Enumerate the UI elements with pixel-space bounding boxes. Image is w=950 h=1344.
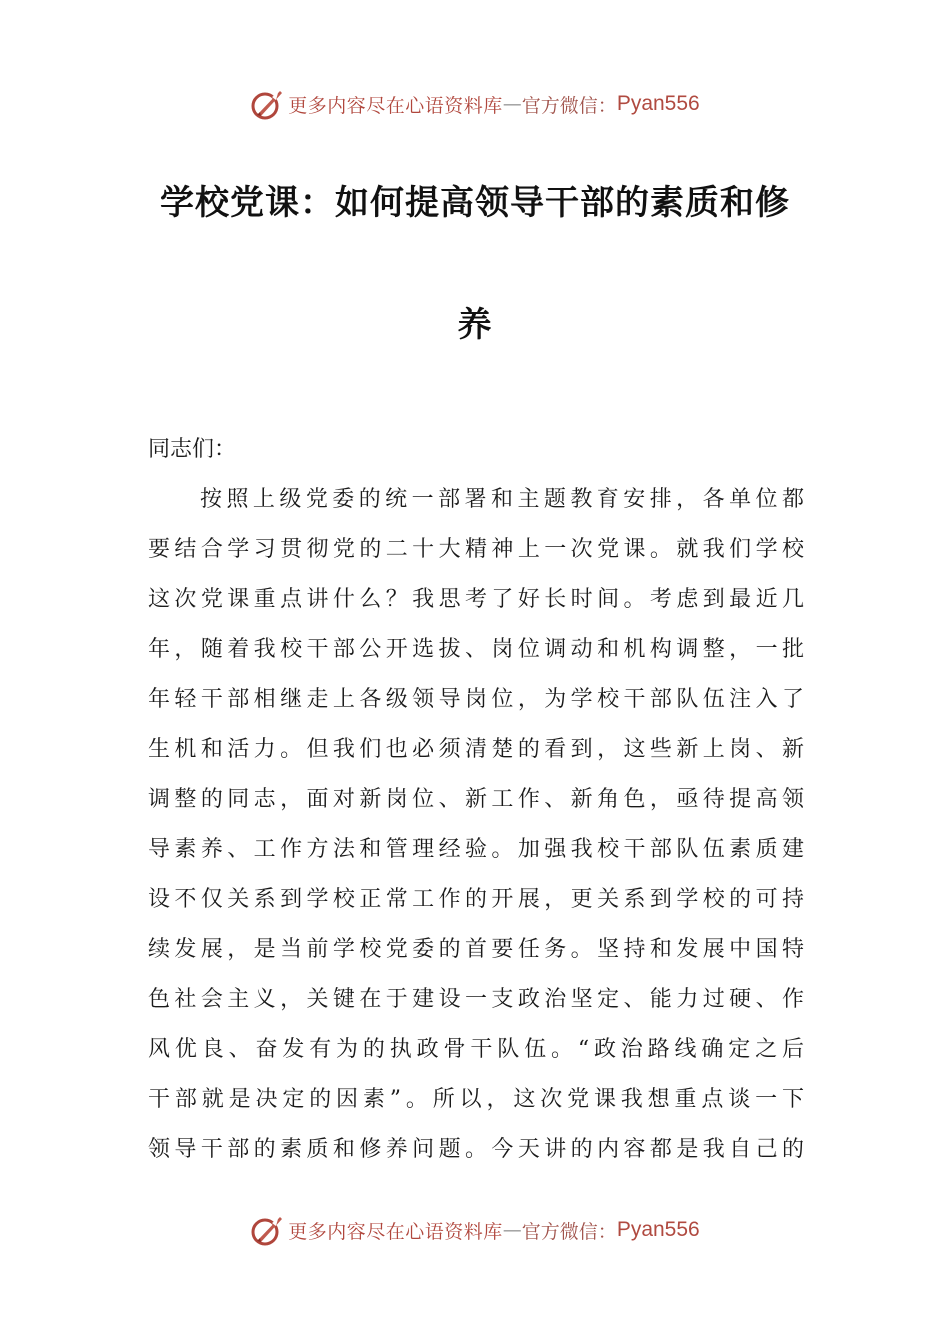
paragraph-line: 导素养、工作方法和管理经验。加强我校干部队伍素质建 [148,837,804,862]
quill-logo-icon [250,87,284,121]
watermark-dash: — [502,1219,522,1241]
watermark-text: 更多内容尽在心语资料库 [288,1220,503,1243]
watermark-banner-top [0,84,950,124]
title-line-2: 养 [457,305,493,345]
paragraph-line: 年，随着我校干部公开选拔、岗位调动和机构调整，一批 [148,637,804,662]
paragraph-line: 风优良、奋发有为的执政骨干队伍。“政治路线确定之后 [148,1037,804,1062]
paragraph-line: 干部就是决定的因素”。所以，这次党课我想重点谈一下 [148,1087,804,1112]
paragraph-line: 按照上级党委的统一部署和主题教育安排，各单位都 [200,487,804,512]
watermark-banner-bottom [0,1210,950,1250]
paragraph-line: 领导干部的素质和修养问题。今天讲的内容都是我自己的 [148,1137,804,1162]
paragraph-line: 色社会主义，关键在于建设一支政治坚定、能力过硬、作 [148,987,804,1012]
paragraph-line: 要结合学习贯彻党的二十大精神上一次党课。就我们学校 [148,537,804,562]
paragraph-line: 续发展，是当前学校党委的首要任务。坚持和发展中国特 [148,937,804,962]
watermark-wechat-id: Pyan556 [616,1218,700,1241]
paragraph-line: 这次党课重点讲什么？我思考了好长时间。考虑到最近几 [148,587,804,612]
watermark-wechat-id: Pyan556 [616,92,700,115]
body-paragraph [148,478,804,1178]
watermark-wechat-label: 官方微信： [521,94,617,117]
quill-logo-icon [250,1213,284,1247]
salutation: 同志们： [148,437,237,462]
watermark-wechat-label: 官方微信： [521,1220,617,1243]
watermark-dash: — [502,93,522,115]
paragraph-line: 设不仅关系到学校正常工作的开展，更关系到学校的可持 [148,887,804,912]
paragraph-line: 调整的同志，面对新岗位、新工作、新角色，亟待提高领 [148,787,804,812]
paragraph-line: 生机和活力。但我们也必须清楚的看到，这些新上岗、新 [148,737,804,762]
paragraph-line: 年轻干部相继走上各级领导岗位，为学校干部队伍注入了 [148,687,804,712]
watermark-text: 更多内容尽在心语资料库 [288,94,503,117]
title-line-1: 学校党课：如何提高领导干部的素质和修 [160,183,790,223]
document-title [148,166,802,362]
